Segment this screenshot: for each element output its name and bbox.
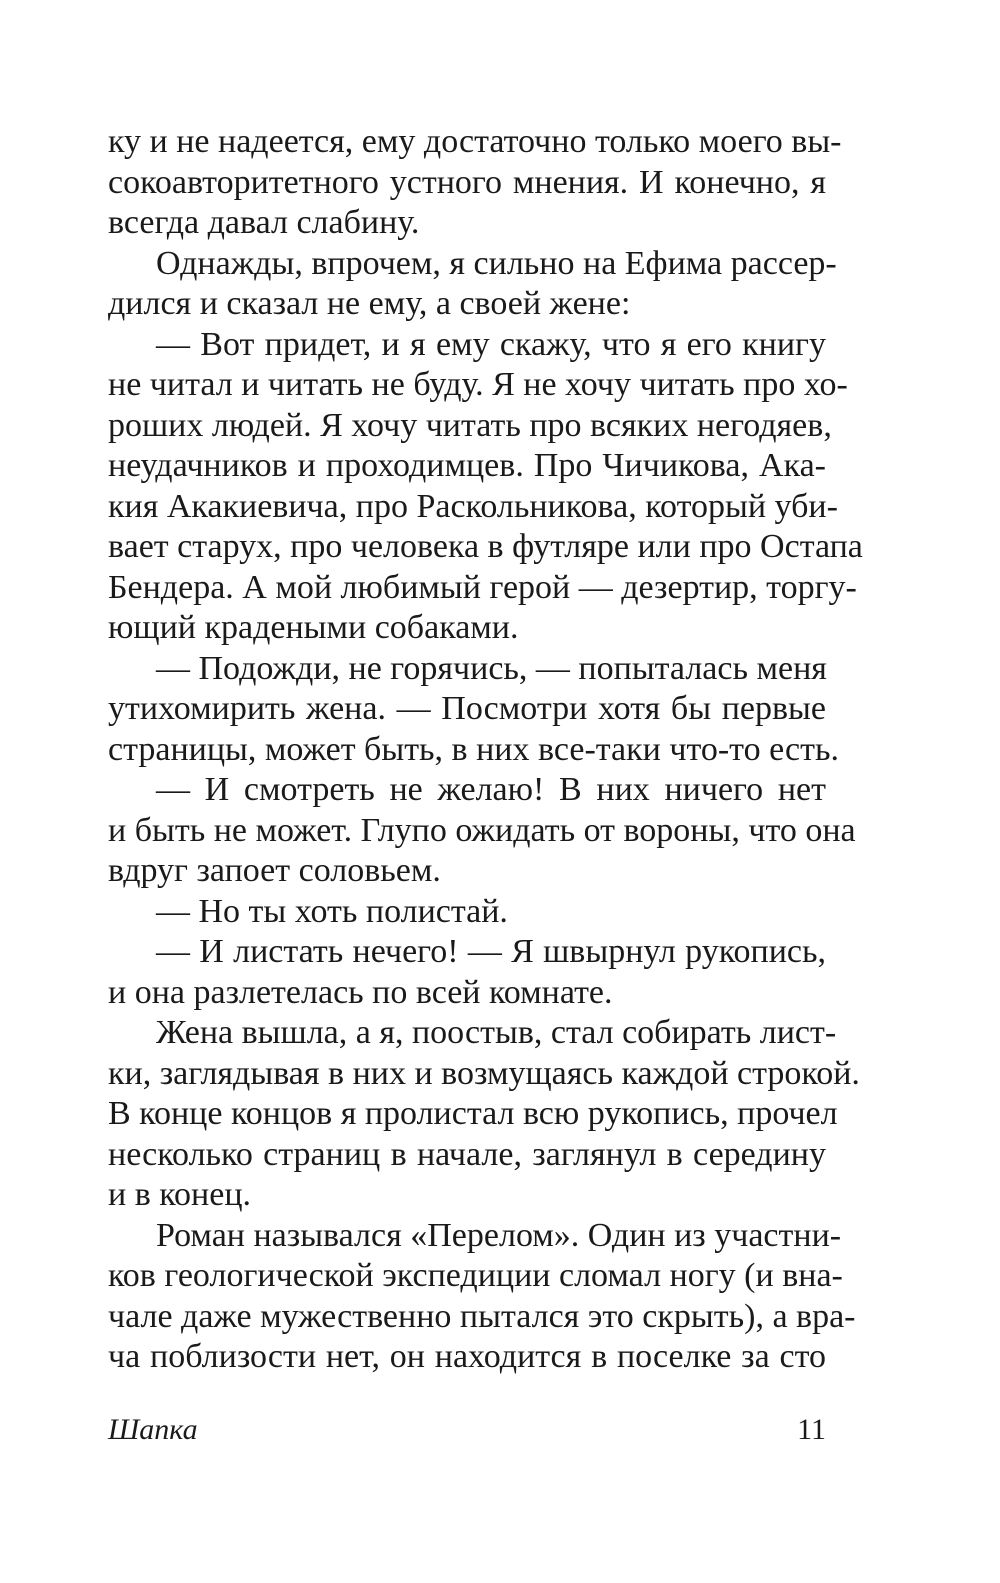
text-line: и она разлетелась по всей комнате. xyxy=(108,973,613,1011)
text-line: сокоавторитетного устного мнения. И конечно, я xyxy=(108,163,826,201)
text-line: Однажды, впрочем, я сильно на Ефима рассер- xyxy=(156,244,837,282)
paragraph-4 xyxy=(108,649,839,771)
page-body xyxy=(108,122,863,1378)
text-line: не читал и читать не буду. Я не хочу читать про хо- xyxy=(108,366,848,403)
text-line: — Подожди, не горячись, — попыталась меня xyxy=(156,649,827,687)
text-line: ку и не надеется, ему достаточно только моего вы- xyxy=(108,123,842,160)
page-footer xyxy=(108,1410,826,1450)
text-line: ки, заглядывая в них и возмущаясь каждой строкой. xyxy=(108,1054,860,1092)
text-line: дился и сказал не ему, а своей жене: xyxy=(108,285,631,322)
text-line: неудачников и проходимцев. Про Чичикова, Ака- xyxy=(108,447,826,484)
text-line: ющий крадеными собаками. xyxy=(108,609,519,646)
text-line: всегда давал слабину. xyxy=(108,204,420,241)
text-line: Жена вышла, а я, поостыв, стал собирать лист- xyxy=(156,1014,837,1051)
paragraph-6 xyxy=(108,892,826,933)
paragraph-3 xyxy=(108,325,863,649)
text-line: ков геологической экспедиции сломал ногу (и вна- xyxy=(108,1257,843,1294)
text-line: вдруг запоет соловьем. xyxy=(108,852,441,889)
text-line: ча поблизости нет, он находится в поселке за сто xyxy=(108,1338,826,1375)
text-line: Роман назывался «Перелом». Один из участни- xyxy=(156,1216,842,1254)
text-line: страницы, может быть, в них все-таки что-то есть. xyxy=(108,730,839,768)
text-line: — Но ты хоть полистай. xyxy=(156,892,508,930)
text-line: Бендера. А мой любимый герой — дезертир, торгу- xyxy=(108,568,857,606)
text-line: и в конец. xyxy=(108,1176,252,1213)
text-line: и быть не может. Глупо ожидать от вороны, что она xyxy=(108,811,856,849)
text-line: утихомирить жена. — Посмотри хотя бы первые xyxy=(108,690,826,727)
paragraph-5 xyxy=(108,770,856,892)
text-line: В конце концов я пролистал всю рукопись, прочел xyxy=(108,1095,838,1132)
text-line: — И листать нечего! — Я швырнул рукопись, xyxy=(156,933,826,970)
text-line: чале даже мужественно пытался это скрыть), а вра- xyxy=(108,1297,856,1335)
running-title: Шапка xyxy=(108,1413,198,1446)
text-line: кия Акакиевича, про Раскольникова, который уби- xyxy=(108,487,838,525)
paragraph-2 xyxy=(108,244,837,325)
paragraph-9 xyxy=(108,1216,856,1378)
paragraph-7 xyxy=(108,932,826,1013)
text-line: — И смотреть не желаю! В них ничего нет xyxy=(156,771,826,808)
paragraph-1 xyxy=(108,122,842,244)
paragraph-8 xyxy=(108,1013,860,1216)
text-line: вает старух, про человека в футляре или про Остапа xyxy=(108,528,863,565)
text-line: — Вот придет, и я ему скажу, что я его книгу xyxy=(156,325,826,363)
text-line: несколько страниц в начале, заглянул в середину xyxy=(108,1135,826,1173)
text-line: роших людей. Я хочу читать про всяких негодяев, xyxy=(108,406,832,444)
page-number: 11 xyxy=(797,1413,826,1446)
